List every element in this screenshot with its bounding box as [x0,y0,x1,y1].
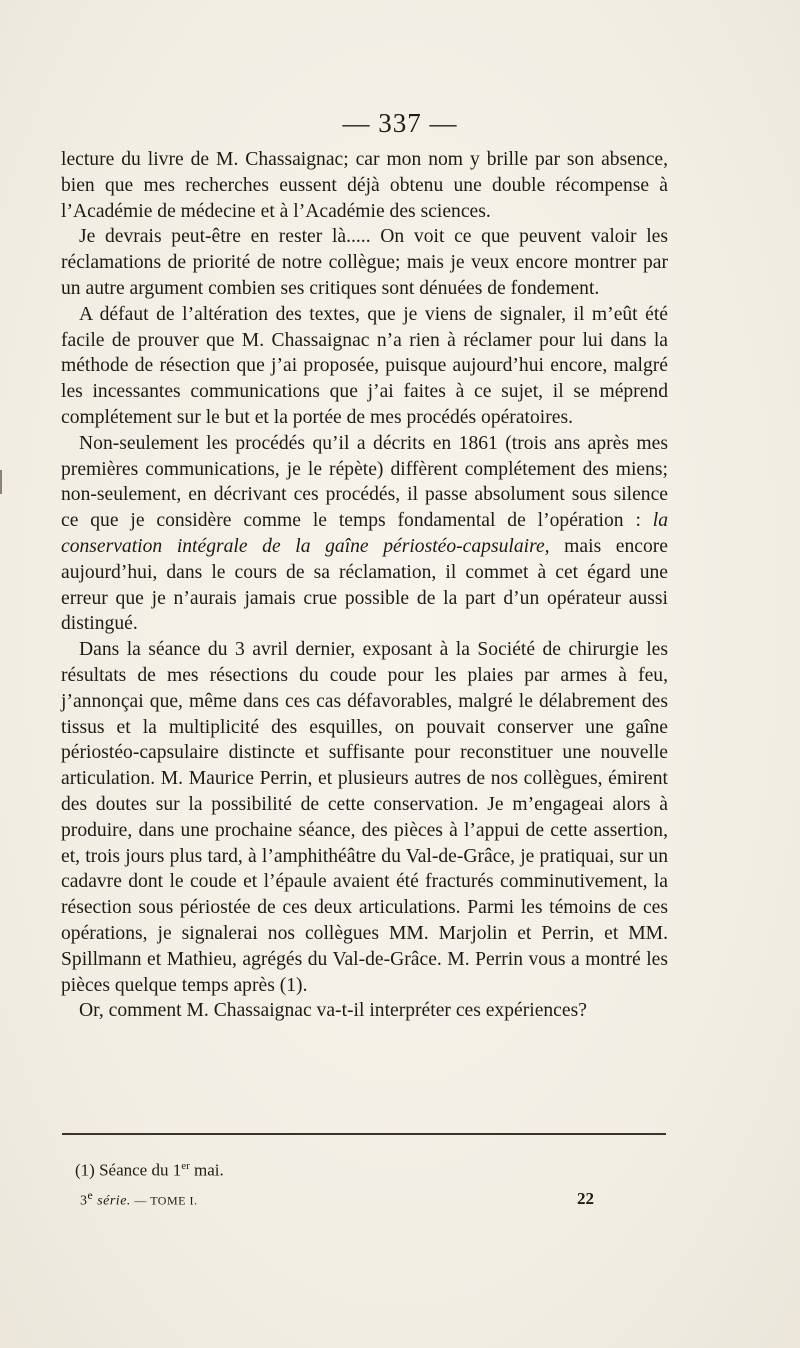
body-text [61,147,668,1024]
printer-signature [80,1189,197,1210]
paragraph-2 [61,224,668,301]
page-number: — 337 — [342,108,458,138]
paragraph-4 [61,431,668,637]
paragraph-1 [61,147,668,224]
footnote [75,1160,224,1181]
sheet-number: 22 [577,1189,594,1208]
paragraph-5-text: Dans la séance du 3 avril dernier, exposant à la Société de chirurgie les résultats de mes résections du coude pour les plaies par armes à feu, j’annonçai que, même dans ces cas défavorables, malgré le délabrement des tissus et la multiplicité des esquilles, on pouvait conserver une gaîne périostéo-capsulaire distincte et suffisante pour reconstituer une nouvelle articulation. M. Maurice Perrin, et plusieurs autres de nos collègues, émirent des doutes sur la possibilité de cette conservation. Je m’engageai alors à produire, dans une prochaine séance, des pièces à l’appui de cette assertion, et, trois jours plus tard, à l’amphithéâtre du Val-de-Grâce, je pratiquai, sur un cadavre dont le coude et l’épaule avaient été fracturés comminutivement, la résection sous périostée de ces deux articulations. Parmi les témoins de ces opérations, je signalerai nos collègues MM. Marjolin et Perrin, et MM. Spillmann et Mathieu, agrégés du Val-de-Grâce. M. Perrin vous a montré les pièces quelque temps après (1). [61,639,668,996]
paragraph-4-text-start: Non-seulement les procédés qu’il a décrits en 1861 (trois ans après mes premières communications, je le répète) diffèrent complétement des miens; non-seulement, en décrivant ces procédés, il passe absolument sous silence ce que je considère comme le temps fondamental de l’opération : [61,432,668,532]
serie-label: série. [93,1193,131,1209]
tome-label: — TOME I. [130,1193,198,1208]
footnote-suffix: mai. [189,1160,224,1180]
footnote-divider [62,1133,666,1135]
paragraph-5 [61,637,668,998]
scan-edge-mark [0,470,2,494]
paragraph-6 [61,998,668,1024]
paragraph-3-text: A défaut de l’altération des textes, que je viens de signaler, il m’eût été facile de prouver que M. Chassaignac n’a rien à réclamer pour lui dans la méthode de résection que j’ai proposée, puisque aujourd’hui encore, malgré les incessantes communications que j’ai faites à ce sujet, il se méprend complétement sur le but et la portée de mes procédés opératoires. [61,303,668,428]
paragraph-3 [61,302,668,431]
footnote-prefix: (1) Séance du 1 [75,1160,182,1180]
paragraph-1-text: lecture du livre de M. Chassaignac; car mon nom y brille par son absence, bien que mes recherches eussent déjà obtenu une double récompense à l’Académie de médecine et à l’Académie des sciences. [61,149,668,222]
serie-number: 3 [80,1193,88,1209]
paragraph-4-text-end: mais encore aujourd’hui, dans le cours de sa réclamation, il commet à cet égard une erreur que je n’aurais jamais crue possible de la part d’un opérateur aussi distingué. [61,535,669,635]
paragraph-6-text: Or, comment M. Chassaignac va-t-il interpréter ces expériences? [79,1000,587,1022]
paragraph-4-emphasis: la conservation intégrale de la gaîne périostéo-capsulaire, [61,510,668,557]
footnote-superscript: er [181,1160,190,1172]
serie-superscript: e [87,1189,94,1202]
paragraph-2-text: Je devrais peut-être en rester là..... On voit ce que peuvent valoir les réclamations de priorité de notre collègue; mais je veux encore montrer par un autre argument combien ses critiques sont dénuées de fondement. [61,226,668,299]
